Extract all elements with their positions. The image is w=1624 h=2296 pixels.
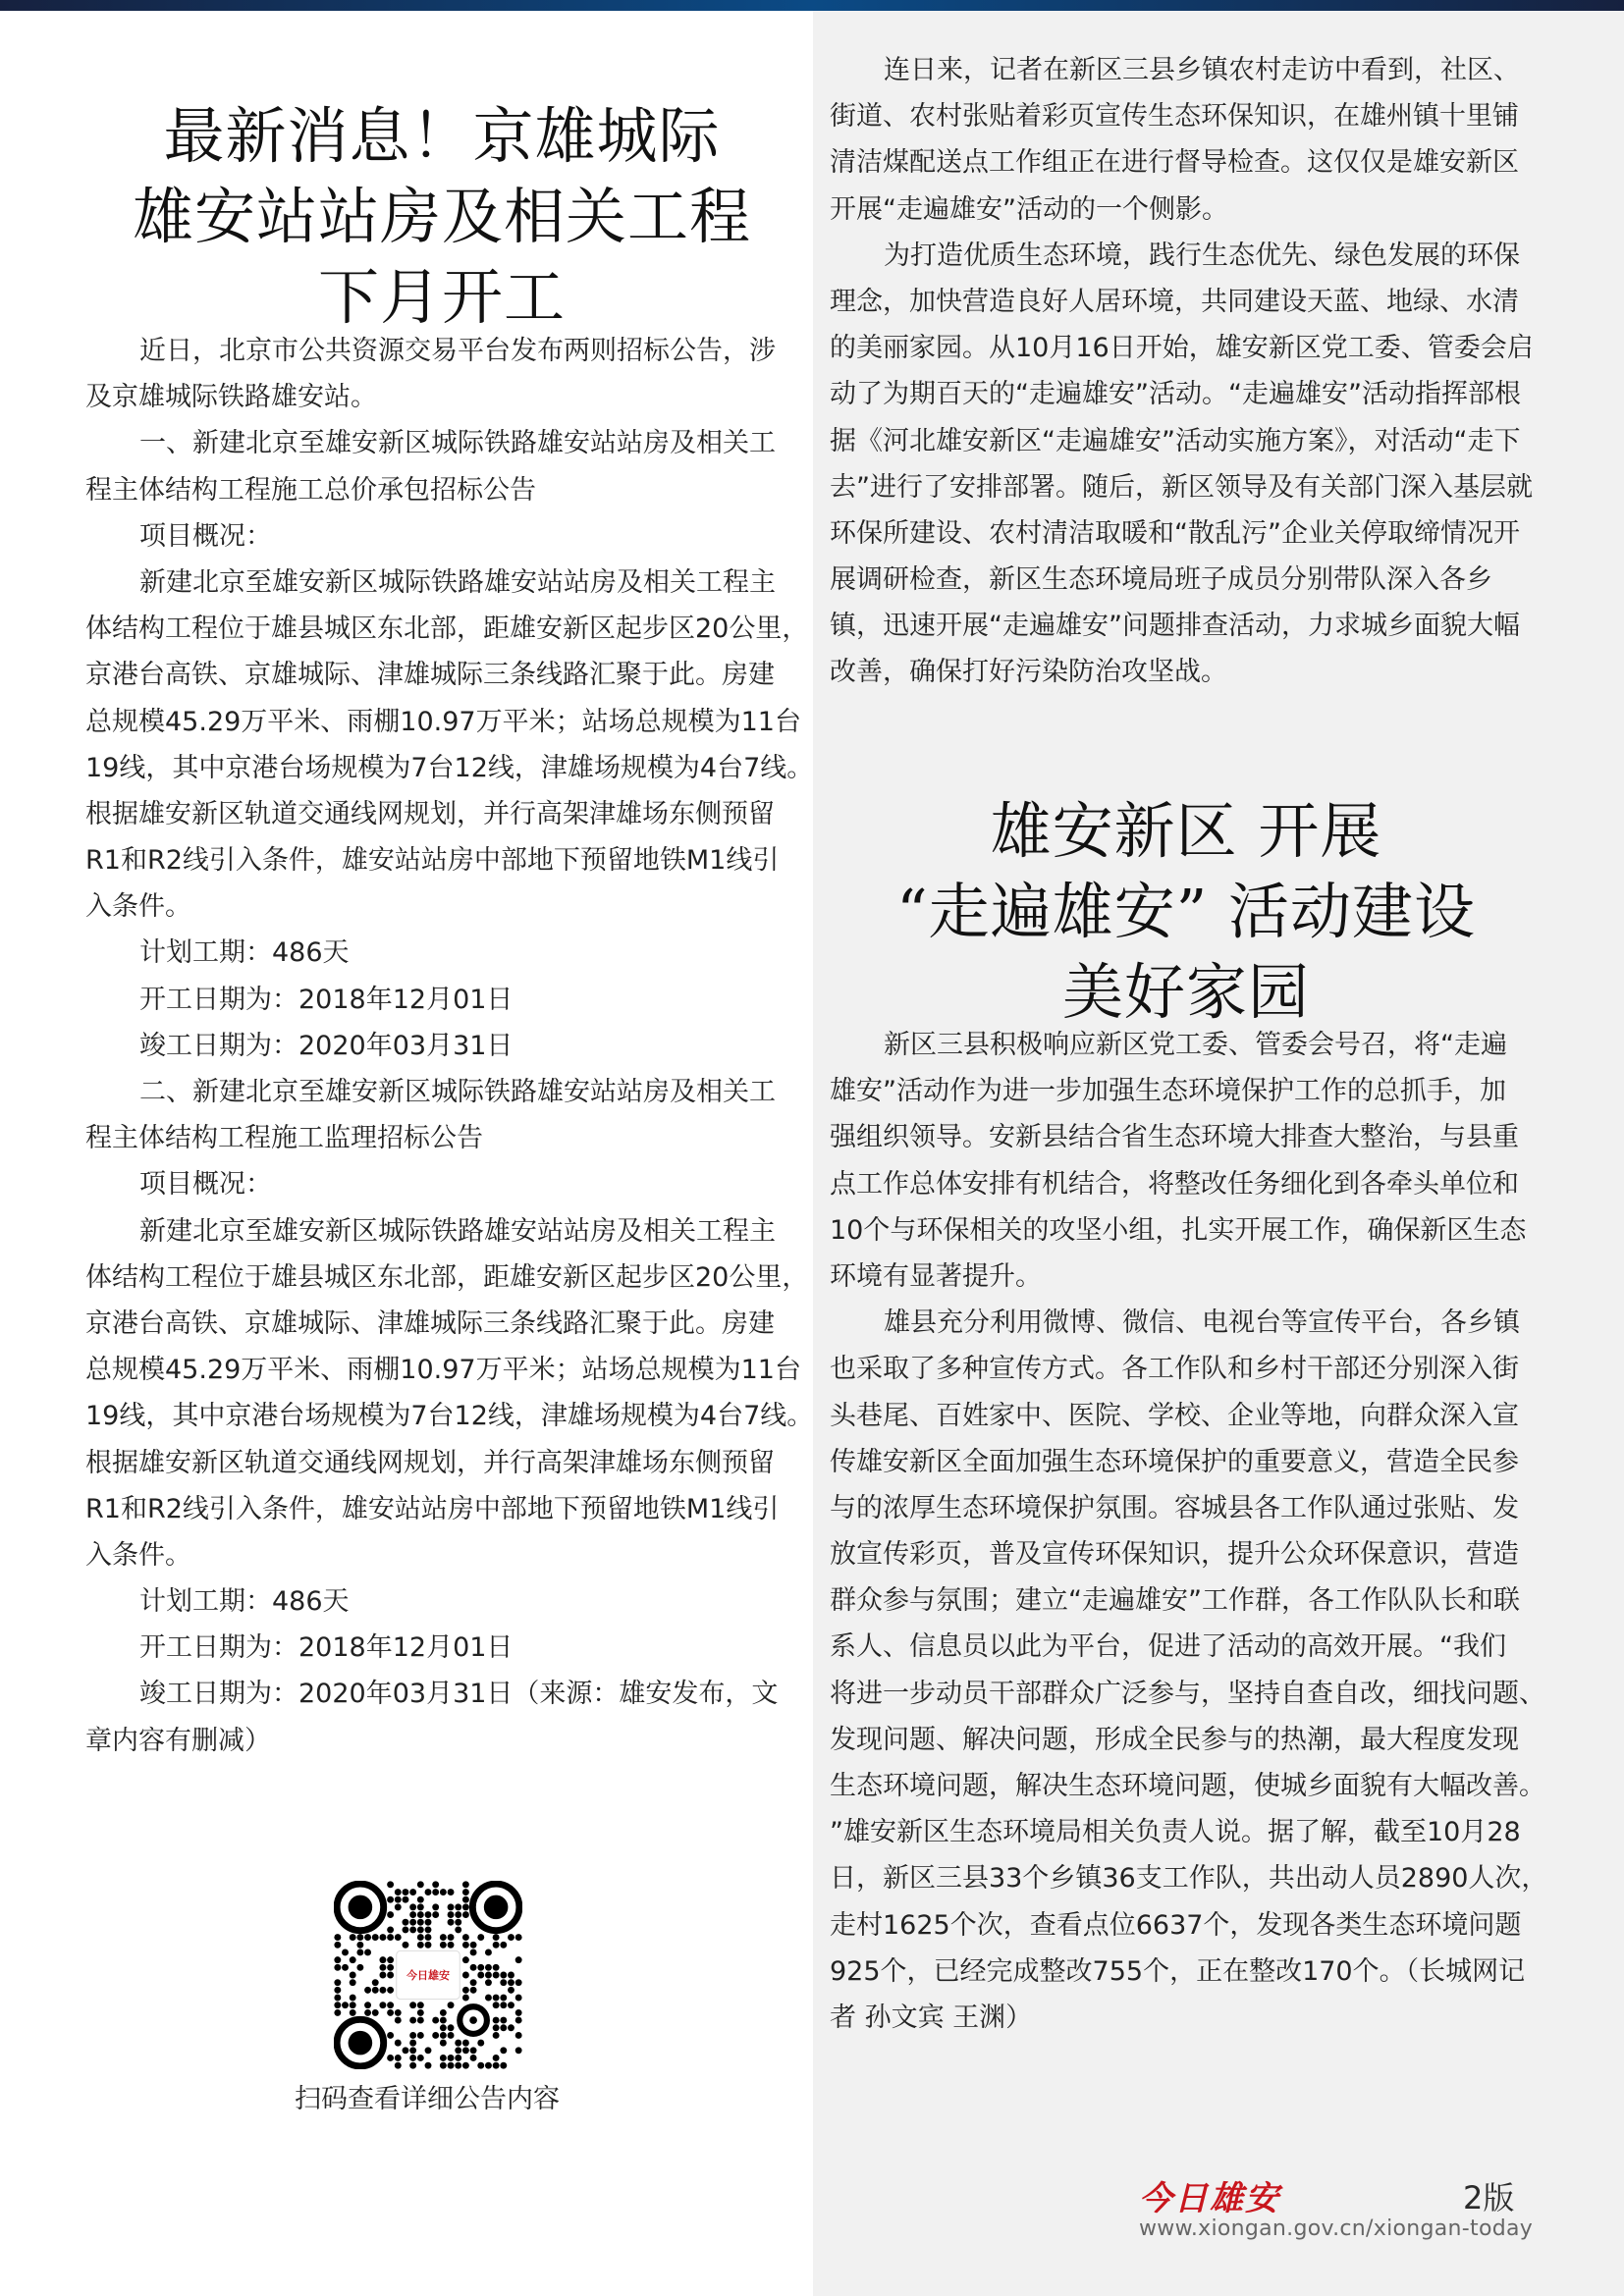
qr-module: [379, 1964, 386, 1971]
qr-module: [417, 2017, 424, 2024]
qr-finder-dot: [484, 1896, 509, 1920]
qr-module: [364, 1949, 371, 1956]
qr-module: [448, 1911, 455, 1918]
text-line: 章内容有删减）: [85, 1725, 271, 1756]
qr-module: [485, 1995, 492, 2002]
qr-module: [387, 1911, 394, 1918]
title-line: “走遍雄安” 活动建设: [895, 875, 1477, 947]
qr-module: [455, 1926, 461, 1933]
text-line: 程主体结构工程施工监理招标公告: [85, 1123, 483, 1154]
qr-module: [372, 1979, 379, 1986]
qr-module: [462, 1956, 469, 1963]
qr-module: [470, 1942, 477, 1949]
qr-module: [432, 1903, 439, 1910]
qr-module: [417, 2032, 424, 2039]
qr-module: [387, 1934, 394, 1941]
title-line: 雄安新区 开展: [990, 794, 1382, 867]
title-line: 最新消息！京雄城际: [163, 99, 721, 172]
text-line: 925个，已经完成整改755个，正在整改170个。（长城网记: [830, 1955, 1526, 1987]
text-line: 入条件。: [85, 891, 191, 923]
qr-module: [334, 1987, 341, 1994]
text-line: 总规模45.29万平米、雨棚10.97万平米；站场总规模为11台: [85, 706, 801, 737]
qr-module: [425, 1942, 432, 1949]
qr-module: [403, 1889, 409, 1896]
qr-module: [493, 2032, 500, 2039]
qr-module: [493, 2055, 500, 2061]
qr-module: [372, 1987, 379, 1994]
qr-module: [500, 1995, 507, 2002]
qr-module: [387, 2002, 394, 2008]
qr-module: [455, 2055, 461, 2061]
qr-module: [493, 1942, 500, 1949]
qr-module: [387, 1964, 394, 1971]
qr-module: [508, 1972, 514, 1979]
text-line: 项目概况：: [139, 520, 272, 552]
qr-module: [440, 2024, 447, 2031]
qr-module: [470, 1987, 477, 1994]
qr-module: [432, 1911, 439, 1918]
qr-module: [440, 2055, 447, 2061]
qr-module: [455, 2047, 461, 2054]
text-line: 近日，北京市公共资源交易平台发布两则招标公告，涉: [139, 336, 776, 366]
qr-module: [477, 1934, 484, 1941]
qr-finder-dot: [349, 1896, 373, 1920]
qr-module: [462, 1911, 469, 1918]
qr-module: [440, 2062, 447, 2069]
qr-module: [508, 1979, 514, 1986]
qr-module: [448, 1903, 455, 1910]
text-line: 体结构工程位于雄县城区东北部，距雄安新区起步区20公里，: [85, 1261, 809, 1293]
qr-module: [364, 1987, 371, 1994]
text-line: 动了为期百天的“走遍雄安”活动。“走遍雄安”活动指挥部根: [830, 379, 1521, 410]
text-line: 展调研检查，新区生态环境局班子成员分别带队深入各乡: [830, 564, 1492, 596]
qr-module: [508, 1987, 514, 1994]
text-line: 系人、信息员以此为平台，促进了活动的高效开展。“我们: [830, 1631, 1506, 1663]
text-line: 群众参与氛围；建立“走遍雄安”工作群，各工作队队长和联: [830, 1585, 1520, 1617]
qr-logo-text: 今日雄安: [406, 1968, 450, 1982]
text-line: 开工日期为：2018年12月01日: [139, 984, 514, 1015]
text-line: 日，新区三县33个乡镇36支工作队，共出动人员2890人次，: [830, 1863, 1548, 1895]
text-line: 根据雄安新区轨道交通线网规划，并行高架津雄场东侧预留: [85, 1447, 775, 1478]
qr-module: [500, 2002, 507, 2008]
qr-module: [334, 1956, 341, 1963]
qr-module: [470, 1949, 477, 1956]
qr-module: [477, 1964, 484, 1971]
qr-module: [387, 2055, 394, 2061]
text-line: 根据雄安新区轨道交通线网规划，并行高架津雄场东侧预留: [85, 798, 775, 829]
text-line: 总规模45.29万平米、雨棚10.97万平米；站场总规模为11台: [85, 1355, 801, 1386]
qr-module: [395, 2062, 402, 2069]
qr-module: [379, 2002, 386, 2008]
left-article-body: [85, 328, 814, 1764]
qr-module: [508, 2002, 514, 2008]
qr-module: [395, 2017, 402, 2024]
qr-module: [342, 1949, 349, 1956]
text-line: 生态环境问题，解决生态环境问题，使城乡面貌有大幅改善。: [830, 1771, 1545, 1801]
text-line: 街道、农村张贴着彩页宣传生态环保知识，在雄州镇十里铺: [830, 101, 1519, 133]
qr-module: [485, 1972, 492, 1979]
text-line: 头巷尾、百姓家中、医院、学校、企业等地，向群众深入宣: [830, 1400, 1519, 1431]
qr-module: [462, 1903, 469, 1910]
qr-module: [515, 2047, 522, 2054]
text-line: 与的浓厚生态环境保护氛围。容城县各工作队通过张贴、发: [830, 1492, 1519, 1523]
qr-module: [448, 2024, 455, 2031]
top-accent-bar: [0, 0, 1624, 11]
text-line: 为打造优质生态环境，践行生态优先、绿色发展的环保: [884, 240, 1520, 271]
qr-module: [440, 2017, 447, 2024]
qr-module: [432, 1889, 439, 1896]
text-line: 去”进行了安排部署。随后，新区领导及有关部门深入基层就: [830, 471, 1533, 503]
qr-module: [455, 1919, 461, 1926]
text-line: 项目概况：: [139, 1169, 272, 1201]
footer-url-link[interactable]: www.xiongan.gov.cn/xiongan-today: [1139, 2216, 1534, 2241]
qr-module: [409, 1926, 416, 1933]
qr-module: [350, 1934, 356, 1941]
qr-module: [342, 1964, 349, 1971]
text-line: 清洁煤配送点工作组正在进行督导检查。这仅仅是雄安新区: [830, 147, 1519, 179]
text-line: 计划工期：486天: [139, 937, 350, 969]
qr-module: [448, 1919, 455, 1926]
qr-module: [500, 1942, 507, 1949]
qr-module: [356, 1964, 363, 1971]
qr-module: [493, 1972, 500, 1979]
qr-module: [440, 1942, 447, 1949]
text-line: 点工作总体安排有机结合，将整改任务细化到各牵头单位和: [830, 1168, 1519, 1200]
qr-module: [470, 1979, 477, 1986]
text-line: 一、新建北京至雄安新区城际铁路雄安站站房及相关工: [139, 428, 776, 459]
text-line: ”雄安新区生态环境局相关负责人说。据了解，截至10月28: [830, 1817, 1521, 1848]
qr-module: [395, 2040, 402, 2047]
qr-module: [485, 2062, 492, 2069]
qr-module: [493, 2024, 500, 2031]
text-line: 京港台高铁、京雄城际、津雄城际三条线路汇聚于此。房建: [85, 1308, 775, 1339]
text-line: R1和R2线引入条件，雄安站站房中部地下预留地铁M1线引: [85, 845, 780, 877]
left-article-title: [39, 96, 844, 338]
qr-module: [448, 1934, 455, 1941]
text-line: 10个与环保相关的攻坚小组，扎实开展工作，确保新区生态: [830, 1214, 1527, 1246]
text-line: 环保所建设、农村清洁取暖和“散乱污”企业关停取缔情况开: [830, 517, 1520, 549]
qr-module: [364, 2002, 371, 2008]
qr-module: [334, 1934, 341, 1941]
qr-module: [403, 1942, 409, 1949]
text-line: 体结构工程位于雄县城区东北部，距雄安新区起步区20公里，: [85, 614, 809, 645]
qr-module: [387, 2009, 394, 2016]
qr-module: [448, 2002, 455, 2008]
text-line: 二、新建北京至雄安新区城际铁路雄安站站房及相关工: [139, 1077, 776, 1107]
qr-module: [500, 2062, 507, 2069]
qr-module: [462, 1942, 469, 1949]
text-line: 新区三县积极响应新区党工委、管委会号召，将“走遍: [884, 1030, 1507, 1060]
qr-module: [409, 2032, 416, 2039]
qr-module: [440, 2009, 447, 2016]
qr-module: [425, 1911, 432, 1918]
qr-module: [500, 2017, 507, 2024]
qr-module: [356, 1949, 363, 1956]
qr-module: [395, 1889, 402, 1896]
qr-module: [417, 1881, 424, 1888]
qr-module: [417, 2002, 424, 2008]
qr-module: [515, 1934, 522, 1941]
text-line: 及京雄城际铁路雄安站。: [85, 382, 377, 413]
qr-module: [485, 1964, 492, 1971]
qr-module: [372, 2009, 379, 2016]
qr-module: [387, 2032, 394, 2039]
qr-module: [356, 1942, 363, 1949]
qr-module: [432, 2032, 439, 2039]
text-line: 新建北京至雄安新区城际铁路雄安站站房及相关工程主: [139, 1215, 776, 1247]
qr-module: [493, 1995, 500, 2002]
qr-module: [425, 2062, 432, 2069]
qr-module: [417, 1942, 424, 1949]
qr-module: [387, 1896, 394, 1903]
qr-module: [500, 2047, 507, 2054]
qr-module: [462, 1934, 469, 1941]
qr-module: [508, 2024, 514, 2031]
qr-module: [470, 2047, 477, 2054]
qr-module: [455, 1903, 461, 1910]
text-line: R1和R2线引入条件，雄安站站房中部地下预留地铁M1线引: [85, 1493, 780, 1524]
qr-module: [500, 1972, 507, 1979]
qr-module: [493, 1934, 500, 1941]
text-line: 雄安”活动作为进一步加强生态环境保护工作的总抓手，加: [830, 1076, 1506, 1107]
text-line: 理念，加快营造良好人居环境，共同建设天蓝、地绿、水清: [830, 286, 1519, 317]
qr-module: [350, 1979, 356, 1986]
qr-module: [462, 1972, 469, 1979]
text-line: 也采取了多种宣传方式。各工作队和乡村干部还分别深入街: [830, 1354, 1519, 1385]
text-line: 环境有显著提升。: [830, 1260, 1042, 1292]
text-line: 镇，迅速开展“走遍雄安”问题排查活动，力求城乡面貌大幅: [830, 611, 1520, 642]
qr-module: [493, 2017, 500, 2024]
qr-module: [425, 1934, 432, 1941]
qr-code[interactable]: [334, 1881, 522, 2069]
text-line: 传雄安新区全面加强生态环境保护的重要意义，营造全民参: [830, 1446, 1519, 1477]
right-intro-body: [830, 47, 1539, 696]
qr-module: [440, 2040, 447, 2047]
title-line: 雄安站站房及相关工程: [132, 180, 751, 252]
qr-module: [462, 1881, 469, 1888]
qr-module: [455, 2062, 461, 2069]
qr-module: [403, 1926, 409, 1933]
qr-module: [387, 1987, 394, 1994]
qr-module: [470, 1964, 477, 1971]
qr-module: [477, 2062, 484, 2069]
qr-module: [334, 1995, 341, 2002]
text-line: 开工日期为：2018年12月01日: [139, 1632, 514, 1664]
qr-code-image: [334, 1881, 522, 2069]
qr-module: [425, 1889, 432, 1896]
qr-module: [409, 2040, 416, 2047]
qr-module: [462, 2047, 469, 2054]
qr-module: [417, 2009, 424, 2016]
qr-module: [395, 1934, 402, 1941]
qr-module: [387, 1926, 394, 1933]
qr-module: [440, 2032, 447, 2039]
qr-module: [417, 2055, 424, 2061]
title-line: 美好家园: [1061, 955, 1310, 1028]
qr-module: [515, 1979, 522, 1986]
text-line: 者 孙文宾 王渊）: [830, 2002, 1033, 2033]
qr-module: [387, 1956, 394, 1963]
qr-module: [448, 2055, 455, 2061]
text-line: 强组织领导。安新县结合省生态环境大排查大整治，与县重: [830, 1122, 1519, 1153]
qr-module: [395, 1903, 402, 1910]
qr-module: [432, 1881, 439, 1888]
page-number: 2版: [1463, 2179, 1515, 2216]
qr-module: [477, 1972, 484, 1979]
text-line: 改善，确保打好污染防治攻坚战。: [830, 657, 1227, 688]
qr-module: [350, 2002, 356, 2008]
text-line: 走村1625个次，查看点位6637个，发现各类生态环境问题: [830, 1909, 1522, 1941]
qr-module: [417, 1934, 424, 1941]
text-line: 竣工日期为：2020年03月31日: [139, 1030, 514, 1061]
qr-module: [455, 1911, 461, 1918]
qr-module: [334, 2009, 341, 2016]
qr-module: [417, 1896, 424, 1903]
qr-module: [508, 1934, 514, 1941]
qr-module: [379, 1987, 386, 1994]
qr-module: [432, 2017, 439, 2024]
qr-module: [403, 1919, 409, 1926]
qr-module: [379, 1956, 386, 1963]
right-article-title: [813, 791, 1559, 1033]
qr-module: [372, 1934, 379, 1941]
title-line: 下月开工: [317, 260, 566, 333]
qr-module: [356, 1934, 363, 1941]
qr-module: [409, 2055, 416, 2061]
qr-module: [425, 1926, 432, 1933]
qr-module: [395, 2055, 402, 2061]
text-line: 19线，其中京港台场规模为7台12线，津雄场规模为4台7线。: [85, 752, 814, 783]
qr-module: [425, 1919, 432, 1926]
qr-module: [515, 2032, 522, 2039]
qr-module: [448, 1889, 455, 1896]
qr-module: [387, 1881, 394, 1888]
qr-module: [334, 1979, 341, 1986]
qr-finder-dot: [349, 2031, 373, 2056]
qr-module: [440, 1889, 447, 1896]
qr-module: [334, 1964, 341, 1971]
qr-module: [417, 1919, 424, 1926]
qr-module: [515, 1956, 522, 1963]
qr-module: [515, 2017, 522, 2024]
qr-module: [409, 2002, 416, 2008]
qr-module: [477, 2040, 484, 2047]
qr-module: [350, 2009, 356, 2016]
qr-module: [395, 1896, 402, 1903]
qr-module: [485, 1949, 492, 1956]
qr-module: [409, 1903, 416, 1910]
qr-module: [395, 2009, 402, 2016]
qr-module: [334, 1942, 341, 1949]
text-line: 19线，其中京港台场规模为7台12线，津雄场规模为4台7线。: [85, 1401, 814, 1432]
qr-module: [403, 2047, 409, 2054]
text-line: 连日来，记者在新区三县乡镇农村走访中看到，社区、: [884, 55, 1520, 85]
qr-module: [379, 1934, 386, 1941]
qr-module: [493, 1964, 500, 1971]
qr-module: [409, 2047, 416, 2054]
masthead-logo: 今日雄安: [1139, 2179, 1280, 2218]
qr-module: [387, 1972, 394, 1979]
text-line: 发现问题、解决问题，形成全民参与的热潮，最大程度发现: [830, 1724, 1519, 1755]
qr-module: [493, 2002, 500, 2008]
qr-module: [515, 1995, 522, 2002]
qr-module: [334, 2002, 341, 2008]
text-line: 计划工期：486天: [139, 1586, 350, 1618]
qr-module: [409, 1889, 416, 1896]
qr-caption: 扫码查看详细公告内容: [295, 2084, 560, 2114]
text-line: 京港台高铁、京雄城际、津雄城际三条线路汇聚于此。房建: [85, 660, 775, 691]
qr-module: [425, 2047, 432, 2054]
qr-module: [485, 1979, 492, 1986]
text-line: 据《河北雄安新区“走遍雄安”活动实施方案》，对活动“走下: [830, 425, 1521, 456]
qr-module: [455, 2040, 461, 2047]
qr-module: [364, 1934, 371, 1941]
text-line: 入条件。: [85, 1539, 191, 1571]
qr-module: [462, 2040, 469, 2047]
qr-module: [409, 2062, 416, 2069]
qr-module: [448, 2032, 455, 2039]
qr-module: [462, 1987, 469, 1994]
qr-module: [350, 1995, 356, 2002]
text-line: 新建北京至雄安新区城际铁路雄安站站房及相关工程主: [139, 566, 776, 598]
qr-module: [364, 2009, 371, 2016]
qr-module: [448, 2062, 455, 2069]
qr-module: [417, 1926, 424, 1933]
qr-module: [462, 1896, 469, 1903]
qr-module: [500, 2024, 507, 2031]
qr-module: [409, 1919, 416, 1926]
qr-module: [462, 1889, 469, 1896]
qr-module: [409, 1911, 416, 1918]
text-line: 放宣传彩页，普及宣传环保知识，提升公众环保意识，营造: [830, 1539, 1519, 1571]
qr-module: [417, 1911, 424, 1918]
text-line: 将进一步动员干部群众广泛参与，坚持自查自改，细找问题、: [830, 1678, 1545, 1709]
qr-module: [493, 2062, 500, 2069]
qr-module: [515, 2009, 522, 2016]
qr-module: [462, 2062, 469, 2069]
qr-module: [379, 1972, 386, 1979]
qr-module: [470, 2055, 477, 2061]
right-article-body: [830, 1022, 1548, 2041]
qr-module: [440, 1934, 447, 1941]
qr-module: [448, 1942, 455, 1949]
text-line: 雄县充分利用微博、微信、电视台等宣传平台，各乡镇: [884, 1308, 1520, 1339]
text-line: 开展“走遍雄安”活动的一个侧影。: [830, 193, 1228, 225]
qr-alignment-dot: [469, 2016, 477, 2024]
qr-module: [417, 1903, 424, 1910]
text-line: 的美丽家园。从10月16日开始，雄安新区党工委、管委会启: [830, 333, 1534, 364]
text-line: 程主体结构工程施工总价承包招标公告: [85, 474, 536, 506]
qr-module: [500, 1979, 507, 1986]
qr-module: [350, 1972, 356, 1979]
qr-module: [403, 1896, 409, 1903]
text-line: 竣工日期为：2020年03月31日（来源：雄安发布，文: [139, 1679, 779, 1710]
qr-module: [342, 2002, 349, 2008]
qr-module: [409, 2017, 416, 2024]
qr-module: [350, 1956, 356, 1963]
qr-module: [462, 1995, 469, 2002]
